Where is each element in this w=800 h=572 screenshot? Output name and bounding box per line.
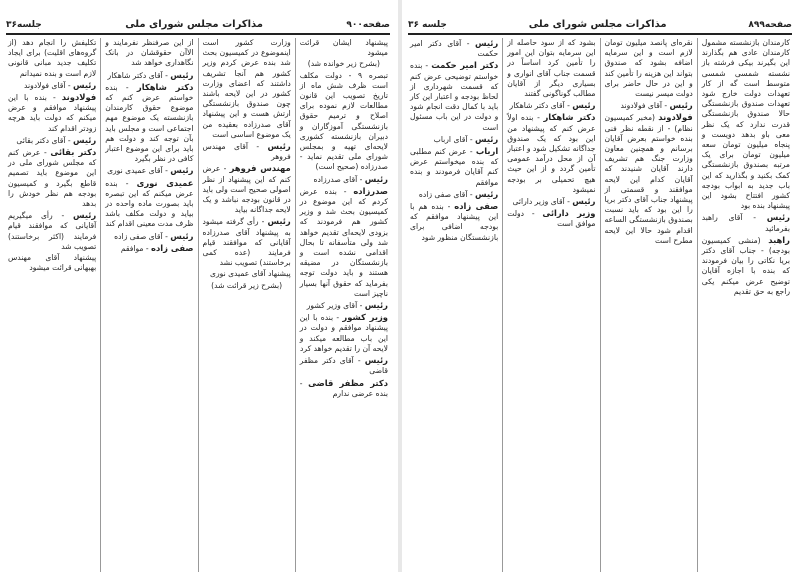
paragraph	[300, 355, 388, 376]
speaker-name: رئیس	[572, 100, 596, 111]
speaker-name: عمیدی نوری	[136, 177, 194, 188]
speaker-name: راهبد	[768, 234, 790, 245]
paragraph	[702, 38, 790, 211]
paragraph	[605, 38, 693, 99]
paragraph	[8, 147, 96, 209]
speaker-name: رئیس	[267, 216, 291, 227]
publication-title: مذاکرات مجلس شورای ملی	[125, 19, 263, 30]
paragraph	[410, 189, 498, 200]
publication-title: مذاکرات مجلس شورای ملی	[528, 19, 667, 30]
paragraph	[105, 178, 193, 230]
paragraph-text: - آقای وزیر دارائی	[512, 197, 570, 207]
page-number: صفحه۸۹۹	[748, 20, 792, 30]
page-header	[408, 10, 792, 35]
paragraph	[203, 269, 291, 279]
paragraph	[702, 235, 790, 297]
paragraph	[203, 163, 291, 215]
paragraph	[8, 80, 96, 91]
paragraph-text: نقره‌ای پانصد میلیون تومان لازم است و این سرمایه اضافه بشود که صندوق بتواند این هزینه را تأمین کند و این در حال حاضر برای دولت میسر نیست	[604, 38, 693, 99]
paragraph-text: - آقای وزیر کشور	[306, 301, 363, 311]
paragraph-text: - آقای دکتر امیر حکمت	[410, 39, 499, 59]
text-column	[502, 38, 599, 572]
left-page	[0, 0, 396, 572]
paragraph	[300, 300, 388, 311]
paragraph-text: - آقای دکتر شاهکار	[509, 101, 570, 111]
paragraph	[300, 38, 388, 58]
paragraph	[300, 174, 388, 185]
speaker-name: رئیس	[170, 165, 194, 176]
paragraph	[8, 92, 96, 134]
paragraph	[605, 112, 693, 246]
paragraph-text: - عرض کنم که مجلس شورای ملی در این موضوع باید تصمیم قاطع بگیرد و کمیسیون بودجه هم نظر خودش را بدهد	[8, 148, 97, 209]
session-number: جلسه ۳۶	[408, 20, 447, 30]
paragraph	[507, 112, 595, 195]
paragraph-text: بشود که از سود حاصله از این سرمایه بتوان این امور را تأمین کرد اساساً در قسمت جناب آقای انواری و بسیاری دیگر از آقایان مطالب گوناگونی گفتند	[507, 38, 596, 99]
paragraph-text: - آقای صدرزاده	[313, 174, 363, 184]
text-column	[295, 38, 392, 572]
paragraph-text: - بنده خواستم توضیحی عرض کنم که قسمت شهرداری از لحاظ بودجه و اعتبار این کار باید با کمال دقت انجام شود و دولت در این باب مسئول است	[410, 61, 499, 132]
paragraph-text: - بنده عرض میکنم که این تبصره باید بصورت ماده واحده در بیاید و دولت مکلف باشد ظرف مدت معینی اقدام کند	[105, 178, 194, 229]
paragraph	[105, 38, 193, 69]
speaker-name: رئیس	[364, 355, 388, 366]
speaker-name: دکتر امیر حکمت	[431, 60, 499, 71]
paragraph	[702, 212, 790, 233]
speaker-name: رئیس	[170, 230, 194, 241]
speaker-name: دکتر شاهکار	[136, 81, 194, 92]
paragraph	[507, 38, 595, 99]
paragraph-text: کارمندان بازنشسته مشمول کارمندان عادی هم بگذارند این بگیرند بیکی فرشته باز نشسته شمسی شمسی متوسط است گه از کار تعهدات دولت خارج شود تعهدات صندوق بازنشستگی حالا صندوق بازنشستگی قدرت ندارد که یک نظر معی باو بدهد دویست و پنجاه میلیون تومان سعه میلیون تومان برای یک مرتبه بصندوق بازنشستگی کمک بکنید و بگذارید که این باب جدید به ابواب بودجه کشور افتتاح بشود این پیشنهاد بنده بود	[701, 38, 790, 211]
paragraph-text: از این صرفنظر نفرمایند و الاآن حقوقشان در بانک نگاهداری خواهد شد	[105, 38, 194, 68]
speaker-name: دکتر بقائی	[50, 147, 97, 158]
paragraph-text: - آقای فولادوند	[23, 80, 71, 90]
paragraph-text: - آقای مهندس فروهر	[202, 142, 291, 162]
paragraph-text: - عرض کنم که این پیشنهاد از نظر اصولی صحیح است ولی باید در قانون بودجه نباشد و یک لایحه جداگانه بیاید	[202, 164, 291, 215]
paragraph-text: - بنده عرضی ندارم	[299, 378, 388, 398]
paragraph-text: - بنده هم با این پیشنهاد موافقم که بودجه اضافی برای بازنشستگان منظور شود	[410, 202, 499, 242]
speaker-name: مهندس فروهر	[229, 163, 291, 174]
paragraph	[507, 100, 595, 111]
paragraph	[410, 134, 498, 145]
speaker-name: فولادوند	[61, 92, 97, 103]
speaker-name: رئیس	[364, 300, 388, 311]
paragraph	[105, 70, 193, 81]
paragraph-text: - آقای دکتر شاهکار	[107, 70, 168, 80]
paragraph	[105, 243, 193, 254]
paragraph	[105, 165, 193, 176]
paragraph-text: - رأی گرفته میشود به پیشنهاد آقای صدرزاده آقایانی که موافقند قیام فرمایند (عده کمی برخاستند) تصویب نشد	[202, 217, 291, 268]
paragraph-text: - آقای دکتر مظفر قاضی	[299, 356, 388, 376]
paragraph-text: - آقای ارباب	[433, 134, 473, 144]
session-number: جلسه۳۶	[6, 20, 42, 30]
speaker-name: رئیس	[572, 196, 596, 207]
paragraph	[203, 216, 291, 268]
speaker-name: دکتر مظفر قاضی	[308, 377, 388, 388]
right-page	[402, 0, 798, 572]
paragraph-text: تبصره ۹ - دولت مکلف است ظرف شش ماه از تاریخ تصویب این قانون مطالعات لازم نموده برای اصلاح و ترمیم حقوق بازنشستگی آموزگاران و دبیران بازنشسته کشوری لایحه‌ای تهیه و بمجلس شورای ملی تقدیم نماید - صدرزاده (صحیح است)	[299, 70, 388, 172]
paragraph-text: - بنده اولاً عرض کنم که پیشنهاد من این بود که یک صندوق جداگانه تشکیل شود و اعتبار آن از محل درآمد عمومی تأمین گردد و از این حیث هیچ تحمیلی بر بودجه نمیشود	[507, 113, 596, 194]
text-column	[600, 38, 697, 572]
speaker-name: وزیر کشور	[342, 312, 388, 323]
paragraph	[8, 253, 96, 273]
speaker-name: صفی زاده	[151, 242, 194, 253]
paragraph	[105, 82, 193, 165]
paragraph-text: - آقای صفی زاده	[114, 231, 168, 241]
page-header	[6, 10, 390, 35]
paragraph-text: (منشی کمیسیون بودجه) - جناب آقای دکتر بریا نکاتی را بیان فرمودند که بنده با اجازه آقایان توضیح عرض میکنم یکی راجع به حق تقدیم	[701, 235, 790, 296]
paragraph	[300, 71, 388, 173]
speaker-name: رئیس	[475, 188, 499, 199]
text-column	[4, 38, 100, 572]
paragraph	[8, 135, 96, 146]
speaker-name: رئیس	[475, 133, 499, 144]
paragraph-text: - بنده با این پیشنهاد موافقم و دولت در این باب مطالعه میکند و لایحه آن را تقدیم خواهد کرد	[299, 313, 388, 353]
paragraph-text: - آقای دکتر بقائی	[16, 135, 71, 145]
paragraph-text: - بنده عرض کردم که این موضوع در کمیسیون بحث شد و وزیر کشور هم فرمودند که بزودی لایحه‌ای تقدیم خواهد شد ولی متأسفانه تا بحال اقدامی نشده است و بازنشستگان در مضیقه هستند و باید دولت توجه بفرماید که حقوق آنها بسیار ناچیز است	[299, 186, 388, 298]
paragraph	[410, 201, 498, 243]
paragraph-text: (بشرح زیر قرائت شد)	[211, 280, 283, 290]
paragraph-text: (مخبر کمیسیون نظام) - از نقطه نظر فنی بنده خواستم بعرض آقایان برسانم و همچنین معاون وزارت جنگ هم تشریف دارند آقایان شنیدند که آقایان کدام این لایحه موافقند و قسمتی از پیشنهاد جناب آقای دکتر بریا را این بود که باید نسبت بصندوق بازنشستگی الساعه اقدام شود حالا این لایحه مطرح است	[604, 113, 693, 245]
speaker-name: رئیس	[73, 210, 97, 221]
paragraph-text: - رأی میگیریم آقایانی که موافقند قیام فرمایند (اکثر برخاستند) تصویب شد	[8, 211, 97, 251]
paragraph	[203, 281, 291, 291]
paragraph-text: - دولت موافق است	[507, 209, 596, 229]
speaker-name: رئیس	[267, 141, 291, 152]
text-column	[697, 38, 794, 572]
speaker-name: رئیس	[170, 69, 194, 80]
paragraph	[300, 312, 388, 354]
paragraph-text: - آقای عمیدی نوری	[107, 166, 168, 176]
speaker-name: رئیس	[364, 173, 388, 184]
text-column	[406, 38, 502, 572]
paragraph-text: وزارت کشور است اینموضوع در کمیسیون بحث شد بنده عرض کردم وزیر کشور هم آنجا تشریف داشتند که اعضای وزارت کشور در این لایحه باشند چون صندوق بازنشستگی ارتش هست و این پیشنهاد آقای صدرزاده بعقیده من یک موضوع اساسی است	[202, 38, 291, 139]
paragraph	[203, 141, 291, 162]
paragraph	[507, 196, 595, 207]
paragraph-text: - آقای فولادوند	[620, 101, 668, 111]
speaker-name: رئیس	[475, 38, 499, 48]
paragraph-text: تکلیفش را انجام دهد (از گروه‌های اقلیت) برای ایجاد تکلیف جدید مبانی قانونی لازم است و بنده نمیدانم	[8, 38, 97, 78]
paragraph	[410, 38, 498, 59]
paragraph	[410, 146, 498, 188]
paragraph-text: - آقای صفی زاده	[418, 189, 473, 199]
speaker-name: رئیس	[73, 134, 97, 145]
paragraph-text: - عرض کنم مطلبی که بنده میخواستم عرض کنم آقایان فرمودند و بنده موافقم	[410, 147, 499, 187]
paragraph	[8, 38, 96, 79]
paragraph	[605, 100, 693, 111]
paragraph	[105, 231, 193, 242]
paragraph-text: - موافقم	[120, 243, 149, 253]
paragraph	[8, 210, 96, 252]
speaker-name: وزیر دارائی	[542, 208, 596, 219]
text-column	[198, 38, 295, 572]
text-columns	[4, 38, 392, 572]
text-columns	[406, 38, 794, 572]
page-number: صفحه۹۰۰	[346, 20, 390, 30]
paragraph-text: پیشنهاد ایشان قرائت میشود	[299, 38, 388, 58]
paragraph-text: - بنده با این پیشنهاد موافقم و عرض میکنم که دولت باید هرچه زودتر اقدام کند	[8, 93, 97, 133]
speaker-name: رئیس	[766, 212, 791, 223]
paragraph	[507, 208, 595, 229]
speaker-name: فولادوند	[658, 112, 693, 123]
speaker-name: رئیس	[669, 100, 693, 111]
paragraph	[203, 38, 291, 140]
paragraph	[300, 59, 388, 69]
paragraph-text: (بشرح زیر خوانده شد)	[307, 59, 381, 69]
paragraph-text: پیشنهاد آقای مهندس بهبهانی قرائت میشود	[8, 253, 97, 273]
speaker-name: صدرزاده	[353, 185, 389, 196]
paragraph-text: - بنده خواستم عرض کنم که موضوع حقوق کارمندان بازنشسته یک موضوع مهم اجتماعی است و مجلس باید بآن توجه کند و دولت هم باید برای این موضوع اعتبار کافی در نظر بگیرد	[105, 82, 194, 164]
paragraph-text: پیشنهاد آقای عمیدی نوری	[210, 269, 291, 279]
paragraph	[300, 378, 388, 399]
paragraph-text: - آقای راهبد بفرمائید	[701, 213, 790, 233]
speaker-name: ارباب	[475, 146, 499, 157]
text-column	[100, 38, 197, 572]
speaker-name: دکتر شاهکار	[543, 112, 596, 123]
speaker-name: رئیس	[73, 79, 97, 90]
paragraph	[300, 186, 388, 299]
speaker-name: صفی زاده	[454, 201, 499, 212]
paragraph	[410, 60, 498, 132]
